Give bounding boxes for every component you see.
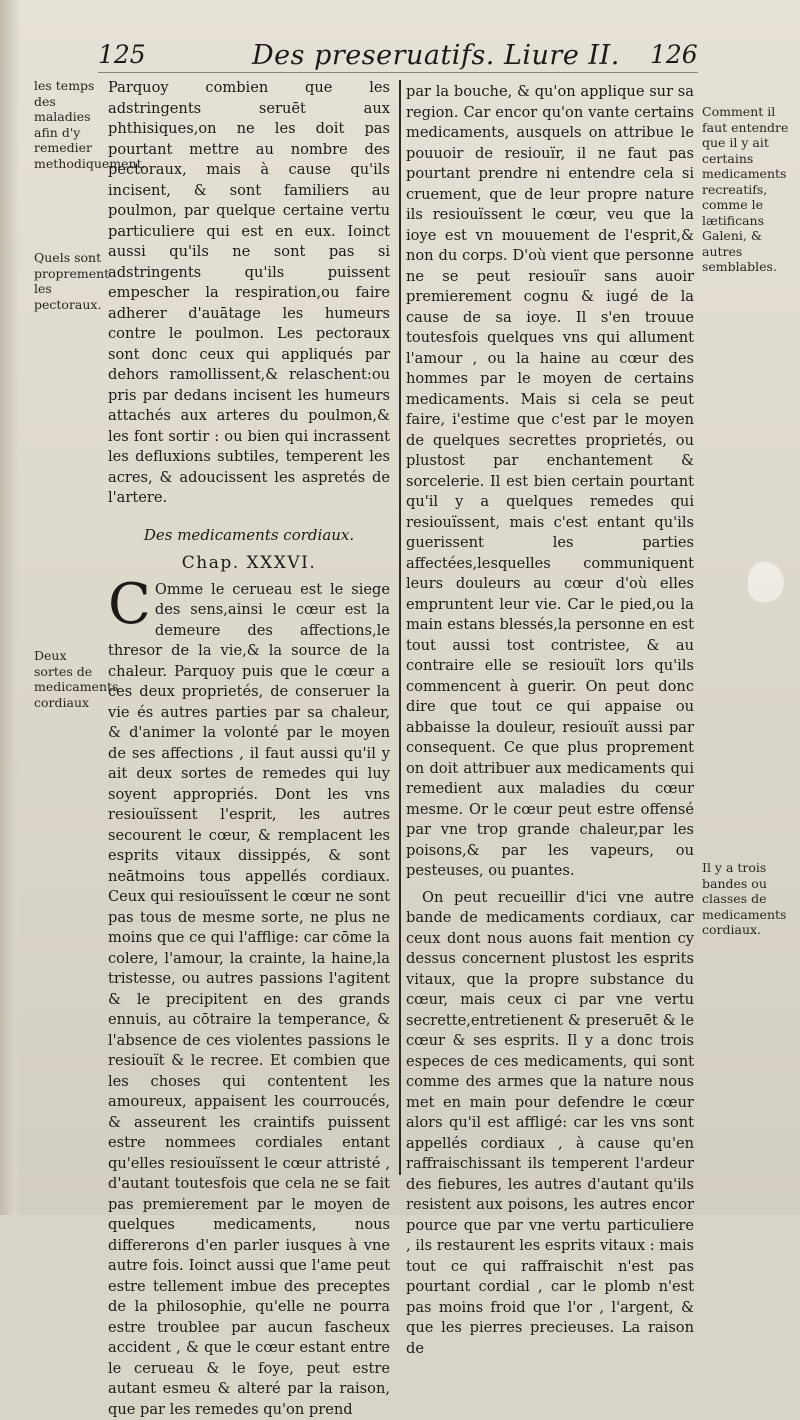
paragraph: On peut recueillir d'ici vne autre bande de medicaments cordiaux, car ceux dont nous auons fait mention cy dessus concernent plustost les esprits vitaux, que la propre substance du cœur, mais ceux ci par vne vertu secrette,entretienent & preseruēt & le cœur & ses esprits. Il y a donc trois especes de ces medicaments, qui sont comme des armes que la nature nous met en main pour defendre le cœur alors qu'il est affligé: car les vns sont appellés cordiaux , à cause qu'en raffraischissant ils temperent l'ardeur des fiebures, les autres d'autant qu'ils resistent aux poisons, les autres encor pource que par vne vertu particuliere , ils restaurent les esprits vitaux : mais tout ce qui raffraischit n'est pas pourtant cordial , car le plomb n'est pas moins froid que l'or , l'argent, & que les pierres precieuses. La raison de bbox=[406, 888, 694, 1360]
margin-note-left-2: Quels sont proprement les pectoraux. bbox=[34, 250, 102, 312]
dropcap-initial: C bbox=[108, 582, 151, 628]
header-rule bbox=[98, 72, 698, 73]
margin-note-right-2: Il y a trois bandes ou classes de medicaments cordiaux. bbox=[702, 860, 790, 938]
section-heading: Des medicaments cordiaux. bbox=[108, 525, 390, 546]
left-column bbox=[108, 78, 390, 1420]
paragraph: par la bouche, & qu'on applique sur sa region. Car encor qu'on vante certains medicaments, ausquels on attribue le pouuoir de resiouïr, il ne faut pas pourtant prendre ni entendre cela si cruement, que de leur propre nature ils resiouïssent le cœur, veu que la ioye est vn mouuement de l'esprit,& non du corps. D'où vient que personne ne se peut resiouïr sans auoir premierement cognu & iugé de la cause de sa ioye. Il s'en trouue toutesfois quelques vns qui allument l'amour , ou la haine au cœur des hommes par le moyen de certains medicaments. Mais si cela se peut faire, i'estime que c'est par le moyen de quelques secrettes proprietés, ou plustost par enchantement & sorcelerie. Il est bien certain pourtant qu'il y a quelques remedes qui resiouïssent, mais c'est entant qu'ils guerissent les parties affectées,lesquelles communiquent leurs douleurs au cœur d'où elles empruntent leur vie. Car le pied,ou la main estans blessés,la personne en est tout aussi tost contristee, & au contraire elle se resiouït lors qu'ils commencent à guerir. On peut donc dire que tout ce qui appaise ou abbaisse la douleur, resiouït aussi par consequent. Ce que plus proprement on doit attribuer aux medicaments qui remedient aux maladies du cœur mesme. Or le cœur peut estre offensé par vne trop grande chaleur,par les poisons,& par les vapeurs, ou pesteuses, ou puantes. bbox=[406, 82, 694, 882]
running-title: Des preseruatifs. Liure II. bbox=[252, 40, 620, 71]
binding-shadow bbox=[0, 0, 20, 1215]
column-divider bbox=[399, 80, 401, 1175]
paragraph: Parquoy combien que les adstringents seruēt aux phthisiques,on ne les doit pas pourtant mettre au nombre des pectoraux, mais à cause qu'ils incisent, & sont familiers au poulmon, par quelque certaine vertu particuliere qui est en eux. Ioinct aussi qu'ils ne sont pas si adstringents qu'ils puissent empescher la respiration,ou faire adherer d'auātage les humeurs contre le poulmon. Les pectoraux sont donc ceux qui appliqués par dehors ramollissent,& relaschent:ou pris par dedans incisent les humeurs attachés aux arteres du poulmon,& les font sortir : ou bien qui incrassent les defluxions subtiles, temperent les acres, & adoucissent les aspretés de l'artere. bbox=[108, 78, 390, 509]
margin-note-right-1: Comment il faut entendre que il y ait certains medicaments recreatifs, comme le lætificans Galeni, & autres semblables. bbox=[702, 104, 790, 275]
folio-right: 126 bbox=[650, 40, 698, 69]
page-header bbox=[0, 40, 800, 80]
folio-left: 125 bbox=[98, 40, 146, 69]
chapter-heading: Chap. XXXVI. bbox=[108, 553, 390, 574]
margin-note-left-3: Deux sortes de medicaments cordiaux bbox=[34, 648, 102, 710]
paragraph-with-dropcap bbox=[108, 580, 390, 1420]
paragraph-text: Omme le cerueau est le siege des sens,ainsi le cœur est la demeure des affections,le thresor de la vie,& la source de la chaleur. Parquoy puis que le cœur a ces deux proprietés, de conseruer la vie és autres parties par sa chaleur, & d'animer la volonté par le moyen de ses affections , il faut aussi qu'il y ait deux sortes de remedes qui luy soyent appropriés. Dont les vns resiouïssent l'esprit, les autres secourent le cœur, & remplacent les esprits vitaux dissippés, & sont neātmoins tous appellés cordiaux. Ceux qui resiouïssent le cœur ne sont pas tous de mesme sorte, ne plus ne moins que ce qui l'afflige: car cōme la colere, l'amour, la crainte, la haine,la tristesse, ou autres passions l'agitent & le precipitent en des grands ennuis, au cōtraire la temperance, & l'absence de ces violentes passions le resiouït & le recree. Et combien que les choses qui contentent les amoureux, appaisent les courroucés, & asseurent les craintifs puissent estre nommees cordiales entant qu'elles resiouïssent le cœur attristé , d'autant toutesfois que cela ne se fait pas premierement par le moyen de quelques medicaments, nous differerons d'en parler iusques à vne autre fois. Ioinct aussi que l'ame peut estre tellement imbue des preceptes de la philosophie, qu'elle ne pourra estre troublee par aucun fascheux accident , & que le cœur estant entre le cerueau & le foye, peut estre autant esmeu & alteré par la raison, que par les remedes qu'on prend bbox=[108, 581, 390, 1418]
paper-stain bbox=[748, 562, 784, 602]
margin-note-left-1: les temps des maladies afin d'y remedier methodiquement. bbox=[34, 78, 102, 171]
right-column bbox=[406, 82, 694, 1359]
